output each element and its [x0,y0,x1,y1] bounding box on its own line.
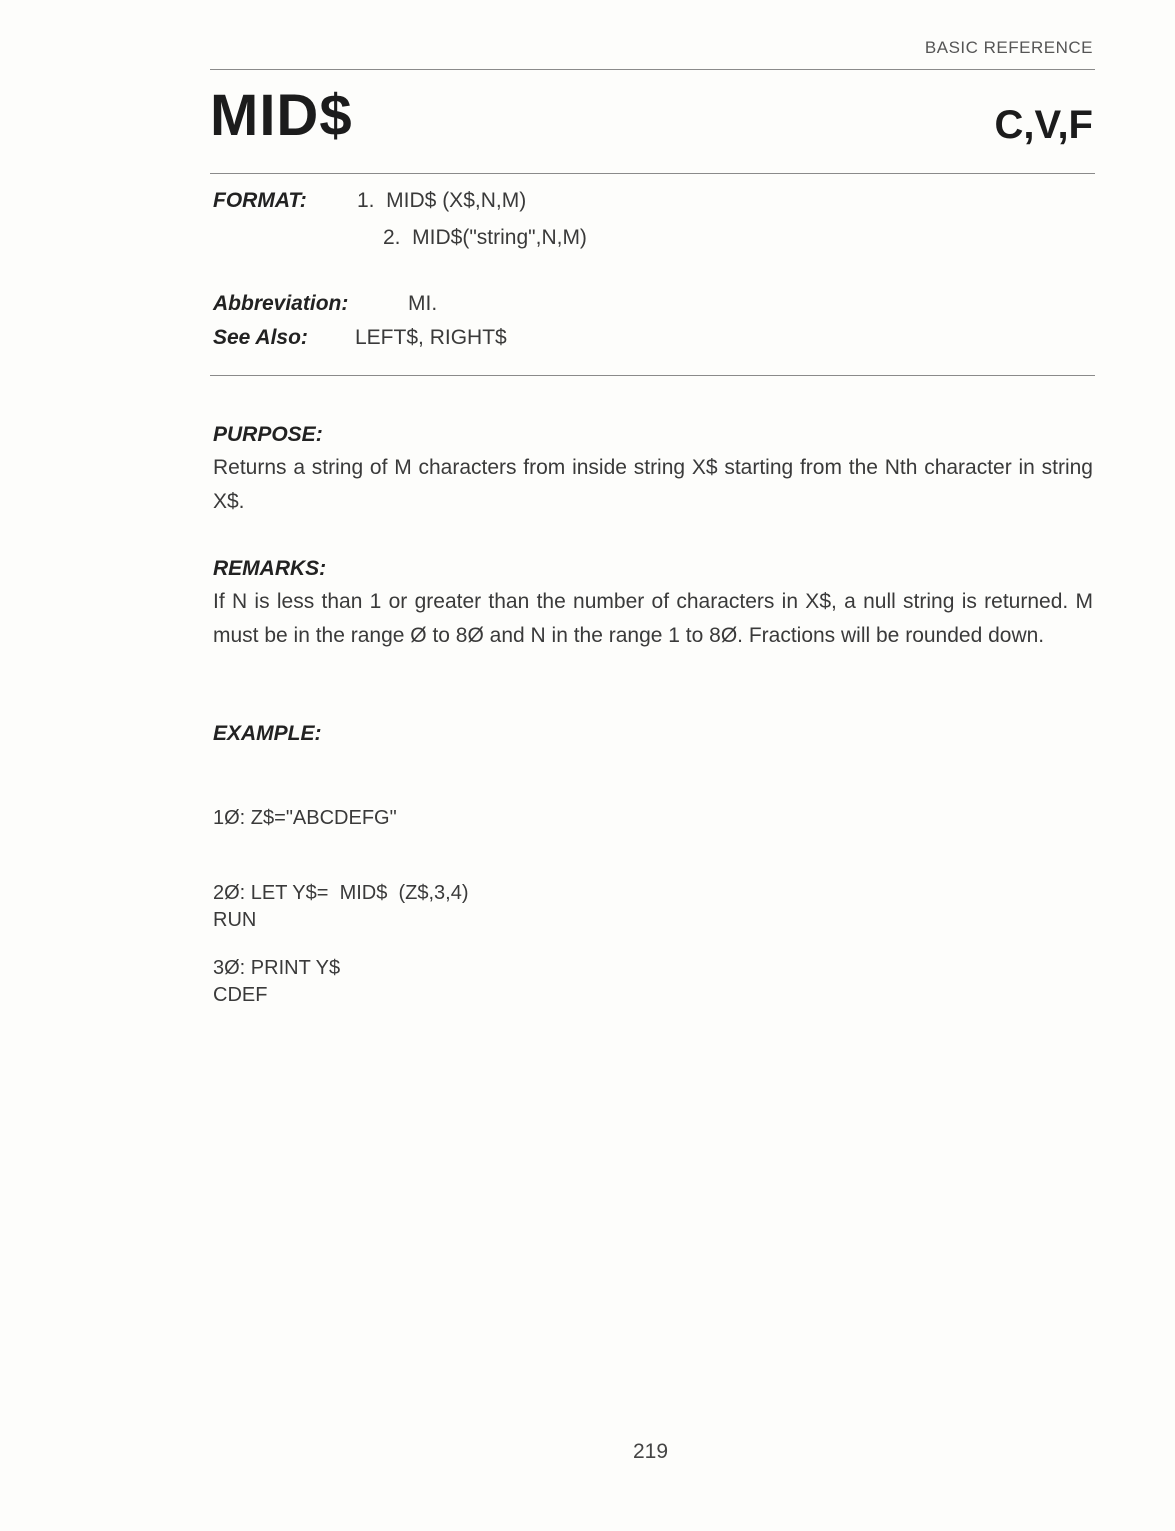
page-number: 219 [633,1440,669,1463]
abbreviation-label: Abbreviation: [213,292,349,315]
format-label: FORMAT: [213,189,307,212]
abbreviation-value: MI. [408,292,438,315]
see-also-label: See Also: [213,326,308,349]
code-line: 1Ø: Z$="ABCDEFG" [213,807,397,829]
running-header: BASIC REFERENCE [924,38,1093,57]
purpose-text: Returns a string of M characters from inside string X$ starting from the Nth character in string X$. [213,456,1093,513]
run-output: CDEF [213,984,268,1006]
example-output [213,858,267,1033]
remarks-text: If N is less than 1 or greater than the number of characters in X$, a null string is returned. M must be in the range Ø to 8Ø and N in the range 1 to 8Ø. Fractions will be rounded down. [213,590,1093,647]
code-line: 3Ø: PRINT Y$ [213,957,341,979]
example-heading: EXAMPLE: [213,722,322,745]
section-rule [210,375,1095,376]
remarks-heading: REMARKS: [213,557,327,580]
page-title: MID$ [210,83,353,148]
title-rule [210,173,1095,174]
run-command: RUN [213,909,257,931]
code-line: 2Ø: LET Y$= MID$ (Z$,3,4) [213,882,469,904]
platform-codes: C,V,F [994,103,1093,147]
see-also-value: LEFT$, RIGHT$ [355,326,507,349]
purpose-heading: PURPOSE: [213,423,323,446]
header-rule [210,69,1095,70]
format-item-1: 1. MID$ (X$,N,M) [357,189,527,212]
format-item-2: 2. MID$("string",N,M) [383,226,587,249]
